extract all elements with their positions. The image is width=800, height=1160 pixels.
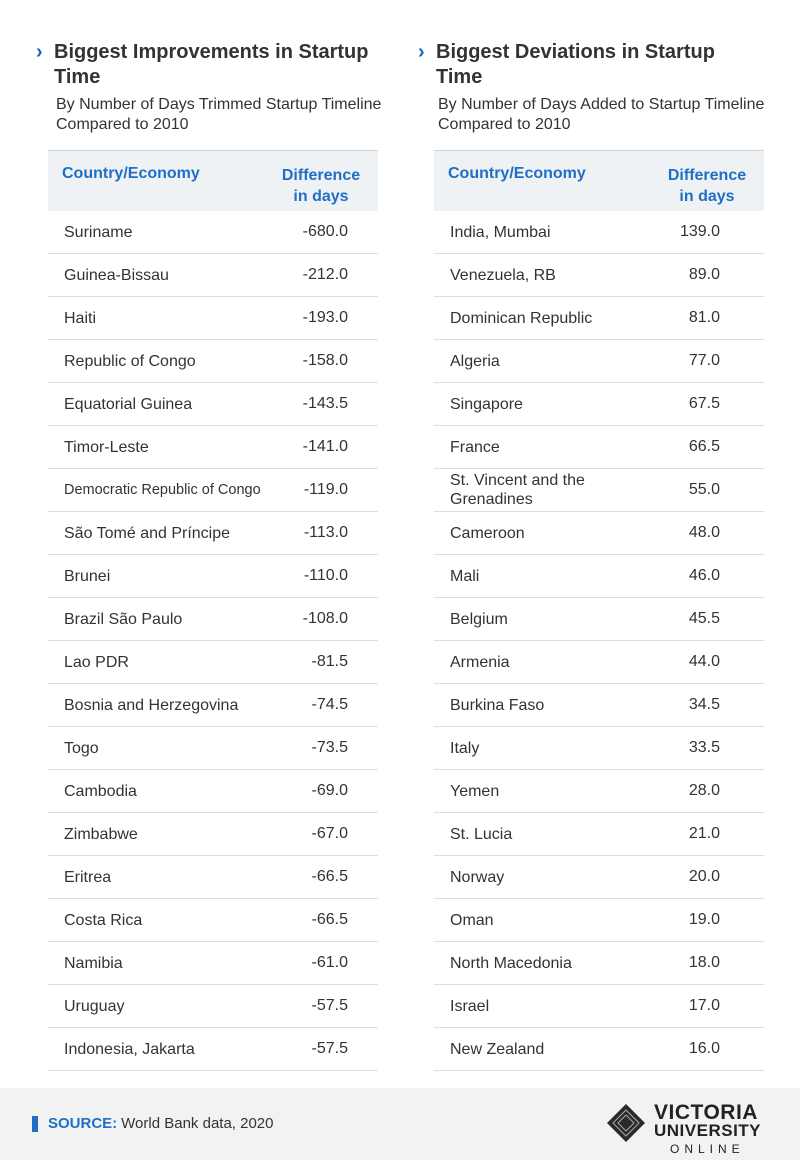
country-cell: Togo — [64, 739, 99, 757]
table-row — [48, 383, 378, 426]
table-row — [434, 899, 764, 942]
table-row — [434, 469, 764, 512]
table-row — [48, 211, 378, 254]
difference-cell: 67.5 — [688, 395, 720, 412]
country-cell: Democratic Republic of Congo — [64, 481, 261, 498]
difference-cell: 77.0 — [688, 352, 720, 369]
difference-cell: 66.5 — [688, 438, 720, 455]
header-difference: Difference in days — [667, 167, 747, 205]
logo-word-university: UNIVERSITY — [654, 1121, 762, 1140]
deviations-table-body — [434, 211, 764, 1071]
table-row — [434, 770, 764, 813]
deviations-title: Biggest Deviations in Startup Time — [436, 41, 715, 88]
difference-cell: -108.0 — [302, 610, 348, 627]
country-cell: Equatorial Guinea — [64, 395, 193, 413]
table-row — [48, 1028, 378, 1071]
table-row — [48, 942, 378, 985]
victoria-university-logo — [606, 1095, 772, 1155]
table-row — [48, 684, 378, 727]
difference-cell: -61.0 — [311, 954, 348, 971]
table-row — [434, 340, 764, 383]
country-cell: Mali — [450, 567, 480, 585]
table-row — [434, 813, 764, 856]
chevron-right-icon: › — [36, 41, 43, 63]
table-row — [434, 211, 764, 254]
table-row — [48, 469, 378, 512]
difference-cell: 46.0 — [688, 567, 720, 584]
table-row — [48, 512, 378, 555]
difference-cell: 21.0 — [688, 825, 720, 842]
table-row — [48, 856, 378, 899]
table-row — [434, 856, 764, 899]
country-cell: Brunei — [64, 567, 111, 585]
country-cell: New Zealand — [450, 1040, 545, 1058]
difference-cell: -69.0 — [311, 782, 348, 799]
difference-cell: 89.0 — [688, 266, 720, 283]
difference-cell: 19.0 — [688, 911, 720, 928]
difference-cell: 81.0 — [688, 309, 720, 326]
difference-cell: -110.0 — [303, 567, 348, 584]
difference-cell: -81.5 — [311, 653, 348, 670]
deviations-table — [434, 150, 764, 1071]
table-row — [434, 727, 764, 770]
country-cell: Suriname — [64, 223, 133, 241]
country-cell: Oman — [450, 911, 494, 929]
country-cell: Namibia — [64, 954, 123, 972]
improvements-title-row — [36, 40, 384, 90]
country-cell: Haiti — [64, 309, 97, 327]
country-cell: Republic of Congo — [64, 352, 196, 370]
country-cell: North Macedonia — [450, 954, 572, 972]
table-row — [434, 512, 764, 555]
difference-cell: 33.5 — [688, 739, 720, 756]
footer — [0, 1088, 800, 1160]
improvements-table-body — [48, 211, 378, 1071]
country-cell: St. Vincent and the Grenadines — [450, 472, 585, 508]
logo-word-victoria: VICTORIA — [654, 1101, 758, 1124]
difference-cell: 48.0 — [688, 524, 720, 541]
country-cell: Brazil São Paulo — [64, 610, 183, 628]
table-row — [48, 727, 378, 770]
difference-cell: -67.0 — [311, 825, 348, 842]
country-cell: Eritrea — [64, 868, 112, 886]
country-cell: Italy — [450, 739, 480, 757]
source-text: World Bank data, 2020 — [121, 1115, 274, 1132]
table-header — [48, 150, 378, 211]
table-row — [434, 426, 764, 469]
table-row — [434, 598, 764, 641]
difference-cell: -57.5 — [311, 997, 348, 1014]
country-cell: Israel — [450, 997, 490, 1015]
table-row — [48, 770, 378, 813]
difference-cell: -158.0 — [302, 352, 348, 369]
country-cell: Cameroon — [450, 524, 525, 542]
chevron-right-icon: › — [418, 41, 425, 63]
table-row — [48, 641, 378, 684]
source-label: SOURCE: — [48, 1115, 118, 1132]
difference-cell: -113.0 — [303, 524, 348, 541]
table-row — [48, 254, 378, 297]
table-row — [434, 942, 764, 985]
difference-cell: 20.0 — [688, 868, 720, 885]
country-cell: Algeria — [450, 352, 500, 370]
country-cell: Costa Rica — [64, 911, 143, 929]
table-row — [48, 899, 378, 942]
table-row — [48, 985, 378, 1028]
difference-cell: 28.0 — [688, 782, 720, 799]
country-cell: France — [450, 438, 500, 456]
table-header — [434, 150, 764, 211]
improvements-title: Biggest Improvements in Startup Time — [54, 41, 369, 88]
country-cell: Yemen — [450, 782, 500, 800]
improvements-subtitle: By Number of Days Trimmed Startup Timeline Compared to 2010 — [56, 96, 382, 133]
country-cell: Lao PDR — [64, 653, 129, 671]
difference-cell: -141.0 — [302, 438, 348, 455]
table-row — [48, 555, 378, 598]
country-cell: Cambodia — [64, 782, 137, 800]
header-difference: Difference in days — [281, 167, 361, 205]
difference-cell: 139.0 — [679, 223, 720, 240]
difference-cell: -74.5 — [311, 696, 348, 713]
country-cell: Venezuela, RB — [450, 266, 556, 284]
difference-cell: 34.5 — [688, 696, 720, 713]
source-marker — [32, 1116, 38, 1132]
table-row — [434, 383, 764, 426]
country-cell: Armenia — [450, 653, 510, 671]
table-row — [434, 1028, 764, 1071]
country-cell: India, Mumbai — [450, 223, 551, 241]
difference-cell: -143.5 — [302, 395, 348, 412]
deviations-subtitle: By Number of Days Added to Startup Timeline Compared to 2010 — [438, 96, 765, 133]
difference-cell: -193.0 — [302, 309, 348, 326]
table-row — [434, 985, 764, 1028]
country-cell: Norway — [450, 868, 505, 886]
header-country: Country/Economy — [62, 165, 200, 182]
table-row — [434, 254, 764, 297]
table-row — [434, 297, 764, 340]
table-row — [434, 684, 764, 727]
country-cell: Singapore — [450, 395, 523, 413]
difference-cell: -680.0 — [302, 223, 348, 240]
difference-cell: 44.0 — [688, 653, 720, 670]
country-cell: Burkina Faso — [450, 696, 545, 714]
difference-cell: 18.0 — [688, 954, 720, 971]
difference-cell: 17.0 — [688, 997, 720, 1014]
difference-cell: -66.5 — [311, 868, 348, 885]
difference-cell: -66.5 — [311, 911, 348, 928]
logo-diamond-icon — [606, 1103, 646, 1143]
country-cell: Zimbabwe — [64, 825, 138, 843]
difference-cell: 55.0 — [688, 481, 720, 498]
difference-cell: 16.0 — [688, 1040, 720, 1057]
country-cell: Guinea-Bissau — [64, 266, 169, 284]
table-row — [48, 598, 378, 641]
country-cell: Bosnia and Herzegovina — [64, 696, 239, 714]
country-cell: Dominican Republic — [450, 309, 593, 327]
table-row — [48, 813, 378, 856]
table-row — [434, 641, 764, 684]
deviations-title-row — [418, 40, 766, 90]
country-cell: Uruguay — [64, 997, 125, 1015]
country-cell: São Tomé and Príncipe — [64, 524, 231, 542]
country-cell: Indonesia, Jakarta — [64, 1040, 195, 1058]
logo-word-online: ONLINE — [670, 1142, 745, 1156]
difference-cell: 45.5 — [688, 610, 720, 627]
header-country: Country/Economy — [448, 165, 586, 182]
country-cell: Timor-Leste — [64, 438, 149, 456]
difference-cell: -119.0 — [303, 481, 348, 498]
difference-cell: -212.0 — [302, 266, 348, 283]
table-row — [48, 297, 378, 340]
table-row — [434, 555, 764, 598]
table-row — [48, 426, 378, 469]
difference-cell: -57.5 — [311, 1040, 348, 1057]
table-row — [48, 340, 378, 383]
country-cell: Belgium — [450, 610, 508, 628]
source-note — [32, 1115, 274, 1132]
improvements-table — [48, 150, 378, 1071]
difference-cell: -73.5 — [311, 739, 348, 756]
country-cell: St. Lucia — [450, 825, 513, 843]
